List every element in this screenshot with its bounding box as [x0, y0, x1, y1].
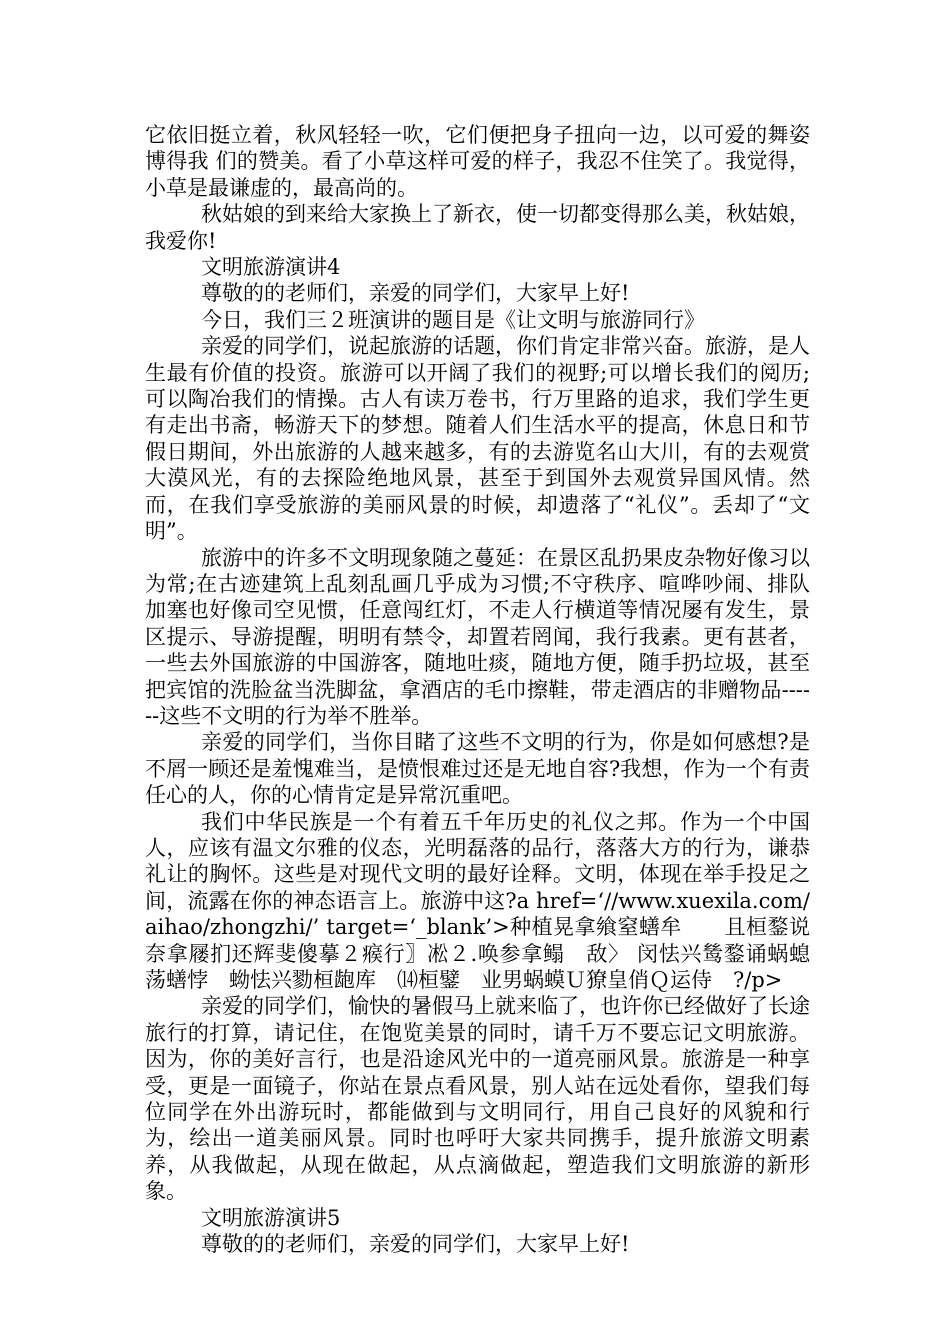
paragraph-uncivil-behavior: 旅游中的许多不文明现象随之蔓延：在景区乱扔果皮杂物好像习以为常;在古迹建筑上乱刻乱画几乎成为习惯;不守秩序、喧哗吵闹、排队加塞也好像司空见惯，任意闯红灯，不走人行横道等情况屡有发生，景区提示、导游提醒，明明有禁令，却置若罔闻，我行我素。更有甚者，一些去外国旅游的中国游客，随地吐痰，随地方便，随手扔垃圾，甚至把宾馆的洗脸盆当洗脚盆，拿酒店的毛巾擦鞋，带走酒店的非赠物品------这些不文明的行为举不胜举。	[145, 545, 810, 728]
document-body	[145, 122, 831, 1257]
paragraph-travel-value: 亲爱的同学们，说起旅游的话题，你们肯定非常兴奋。旅游，是人生最有价值的投资。旅游可以开阔了我们的视野;可以增长我们的阅历;可以陶冶我们的情操。古人有读万卷书，行万里路的追求，我们学生更有走出书斋，畅游天下的梦想。随着人们生活水平的提高，休息日和节假日期间，外出旅游的人越来越多，有的去游览名山大川，有的去观赏大漠风光，有的去探险绝地风景，甚至于到国外去观赏异国风情。然而，在我们享受旅游的美丽风景的时候，却遗落了“礼仪”。丢却了“文明”。	[145, 334, 810, 544]
paragraph-continuation: 它依旧挺立着，秋风轻轻一吹，它们便把身子扭向一边，以可爱的舞姿博得我 们的赞美。看了小草这样可爱的样子，我忍不住笑了。我觉得，小草是最谦虚的，最高尚的。	[145, 123, 810, 200]
paragraph-greeting: 尊敬的的老师们，亲爱的同学们，大家早上好!	[201, 281, 630, 306]
paragraph-summer-holiday: 亲爱的同学们，愉快的暑假马上就来临了，也许你已经做好了长途旅行的打算，请记住，在饱览美景的同时，请千万不要忘记文明旅游。因为，你的美好言行，也是沿途风光中的一道亮丽风景。旅游是一种享受，更是一面镜子，你站在景点看风景，别人站在远处看你，望我们每位同学在外出游玩时，都能做到与文明同行，用自己良好的风貌和行为，绘出一道美丽风景。同时也呼吁大家共同携手，提升旅游文明素养，从我做起，从现在做起，从点滴做起，塑造我们文明旅游的新形象。	[145, 994, 810, 1204]
section-heading-speech-4: 文明旅游演讲4	[201, 255, 341, 280]
paragraph-topic: 今日，我们三２班演讲的题目是《让文明与旅游同行》	[201, 307, 705, 332]
paragraph-nation-etiquette: 我们中华民族是一个有着五千年历史的礼仪之邦。作为一个中国人，应该有温文尔雅的仪态，光明磊落的品行，落落大方的行为，谦恭礼让的胸怀。这些是对现代文明的最好诠释。文明，体现在举手投足之间，流露在你的神态语言上。旅游中这?a href=‘//www.xuexila.com/aihao/zhongzhi/’ target=‘_blank’>种植晃拿飨窒蟮牟 且桓鍪说奈拿屦扪还辉斐傻摹２瘊行〗凇２.唤参拿鳎 敌〉 闵怯兴鸶鍪诵蜗螅 荡蟮悖 蚴怯兴勠桓龅库 ⒁桓鐾 业男蜗蟆Ｕ獠皇俏Ｑ运侍 ?/p>	[145, 809, 831, 992]
section-heading-speech-5: 文明旅游演讲5	[201, 1205, 341, 1230]
paragraph-greeting: 尊敬的的老师们，亲爱的同学们，大家早上好!	[201, 1232, 630, 1257]
paragraph-autumn: 秋姑娘的到来给大家换上了新衣，使一切都变得那么美，秋姑娘，我爱你!	[145, 202, 810, 253]
paragraph-feelings: 亲爱的同学们，当你目睹了这些不文明的行为，你是如何感想?是不屑一顾还是羞愧难当，是愤恨难过还是无地自容?我想，作为一个有责任心的人，你的心情肯定是异常沉重吧。	[145, 730, 810, 808]
